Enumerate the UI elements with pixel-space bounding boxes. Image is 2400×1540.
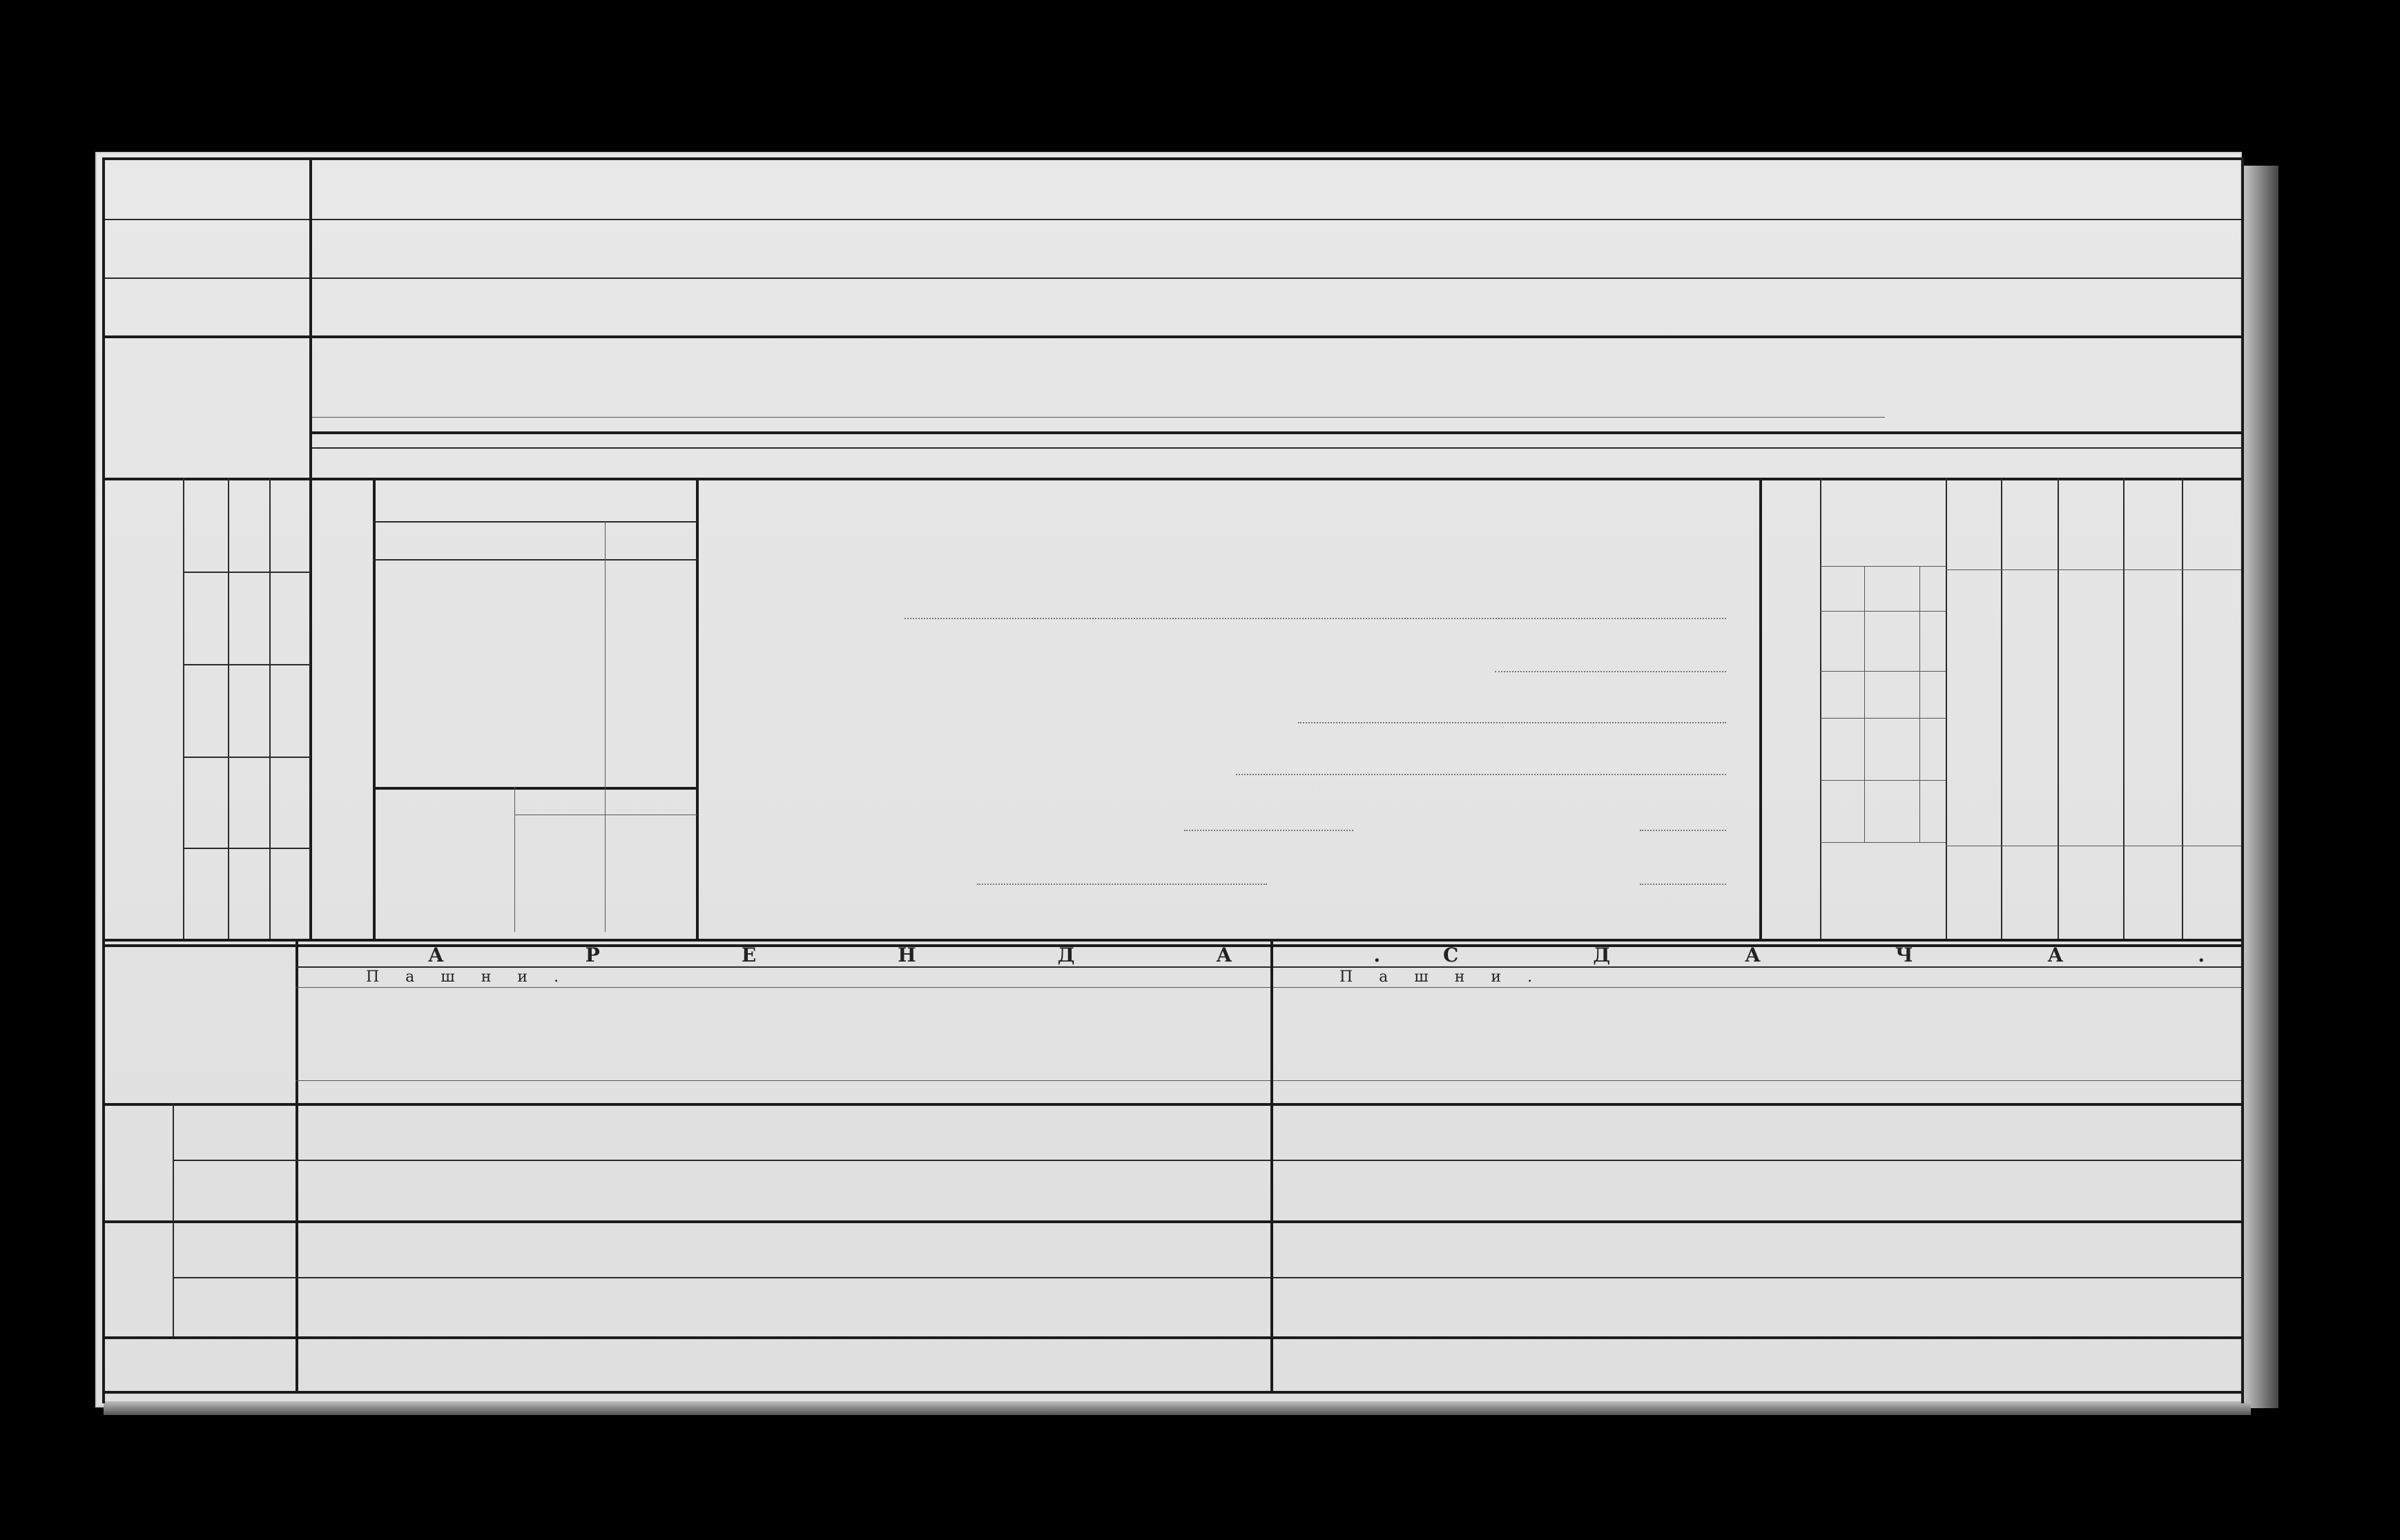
card-edge-right — [2241, 166, 2278, 1408]
card-edge-bottom — [104, 1401, 2251, 1415]
sdacha-title: СДАЧА. — [1443, 944, 2340, 966]
pashni-arenda: Пашни. — [366, 968, 586, 986]
pashni-sdacha: Пашни. — [1339, 968, 1559, 986]
arenda-title: АРЕНДА. — [428, 944, 1522, 966]
